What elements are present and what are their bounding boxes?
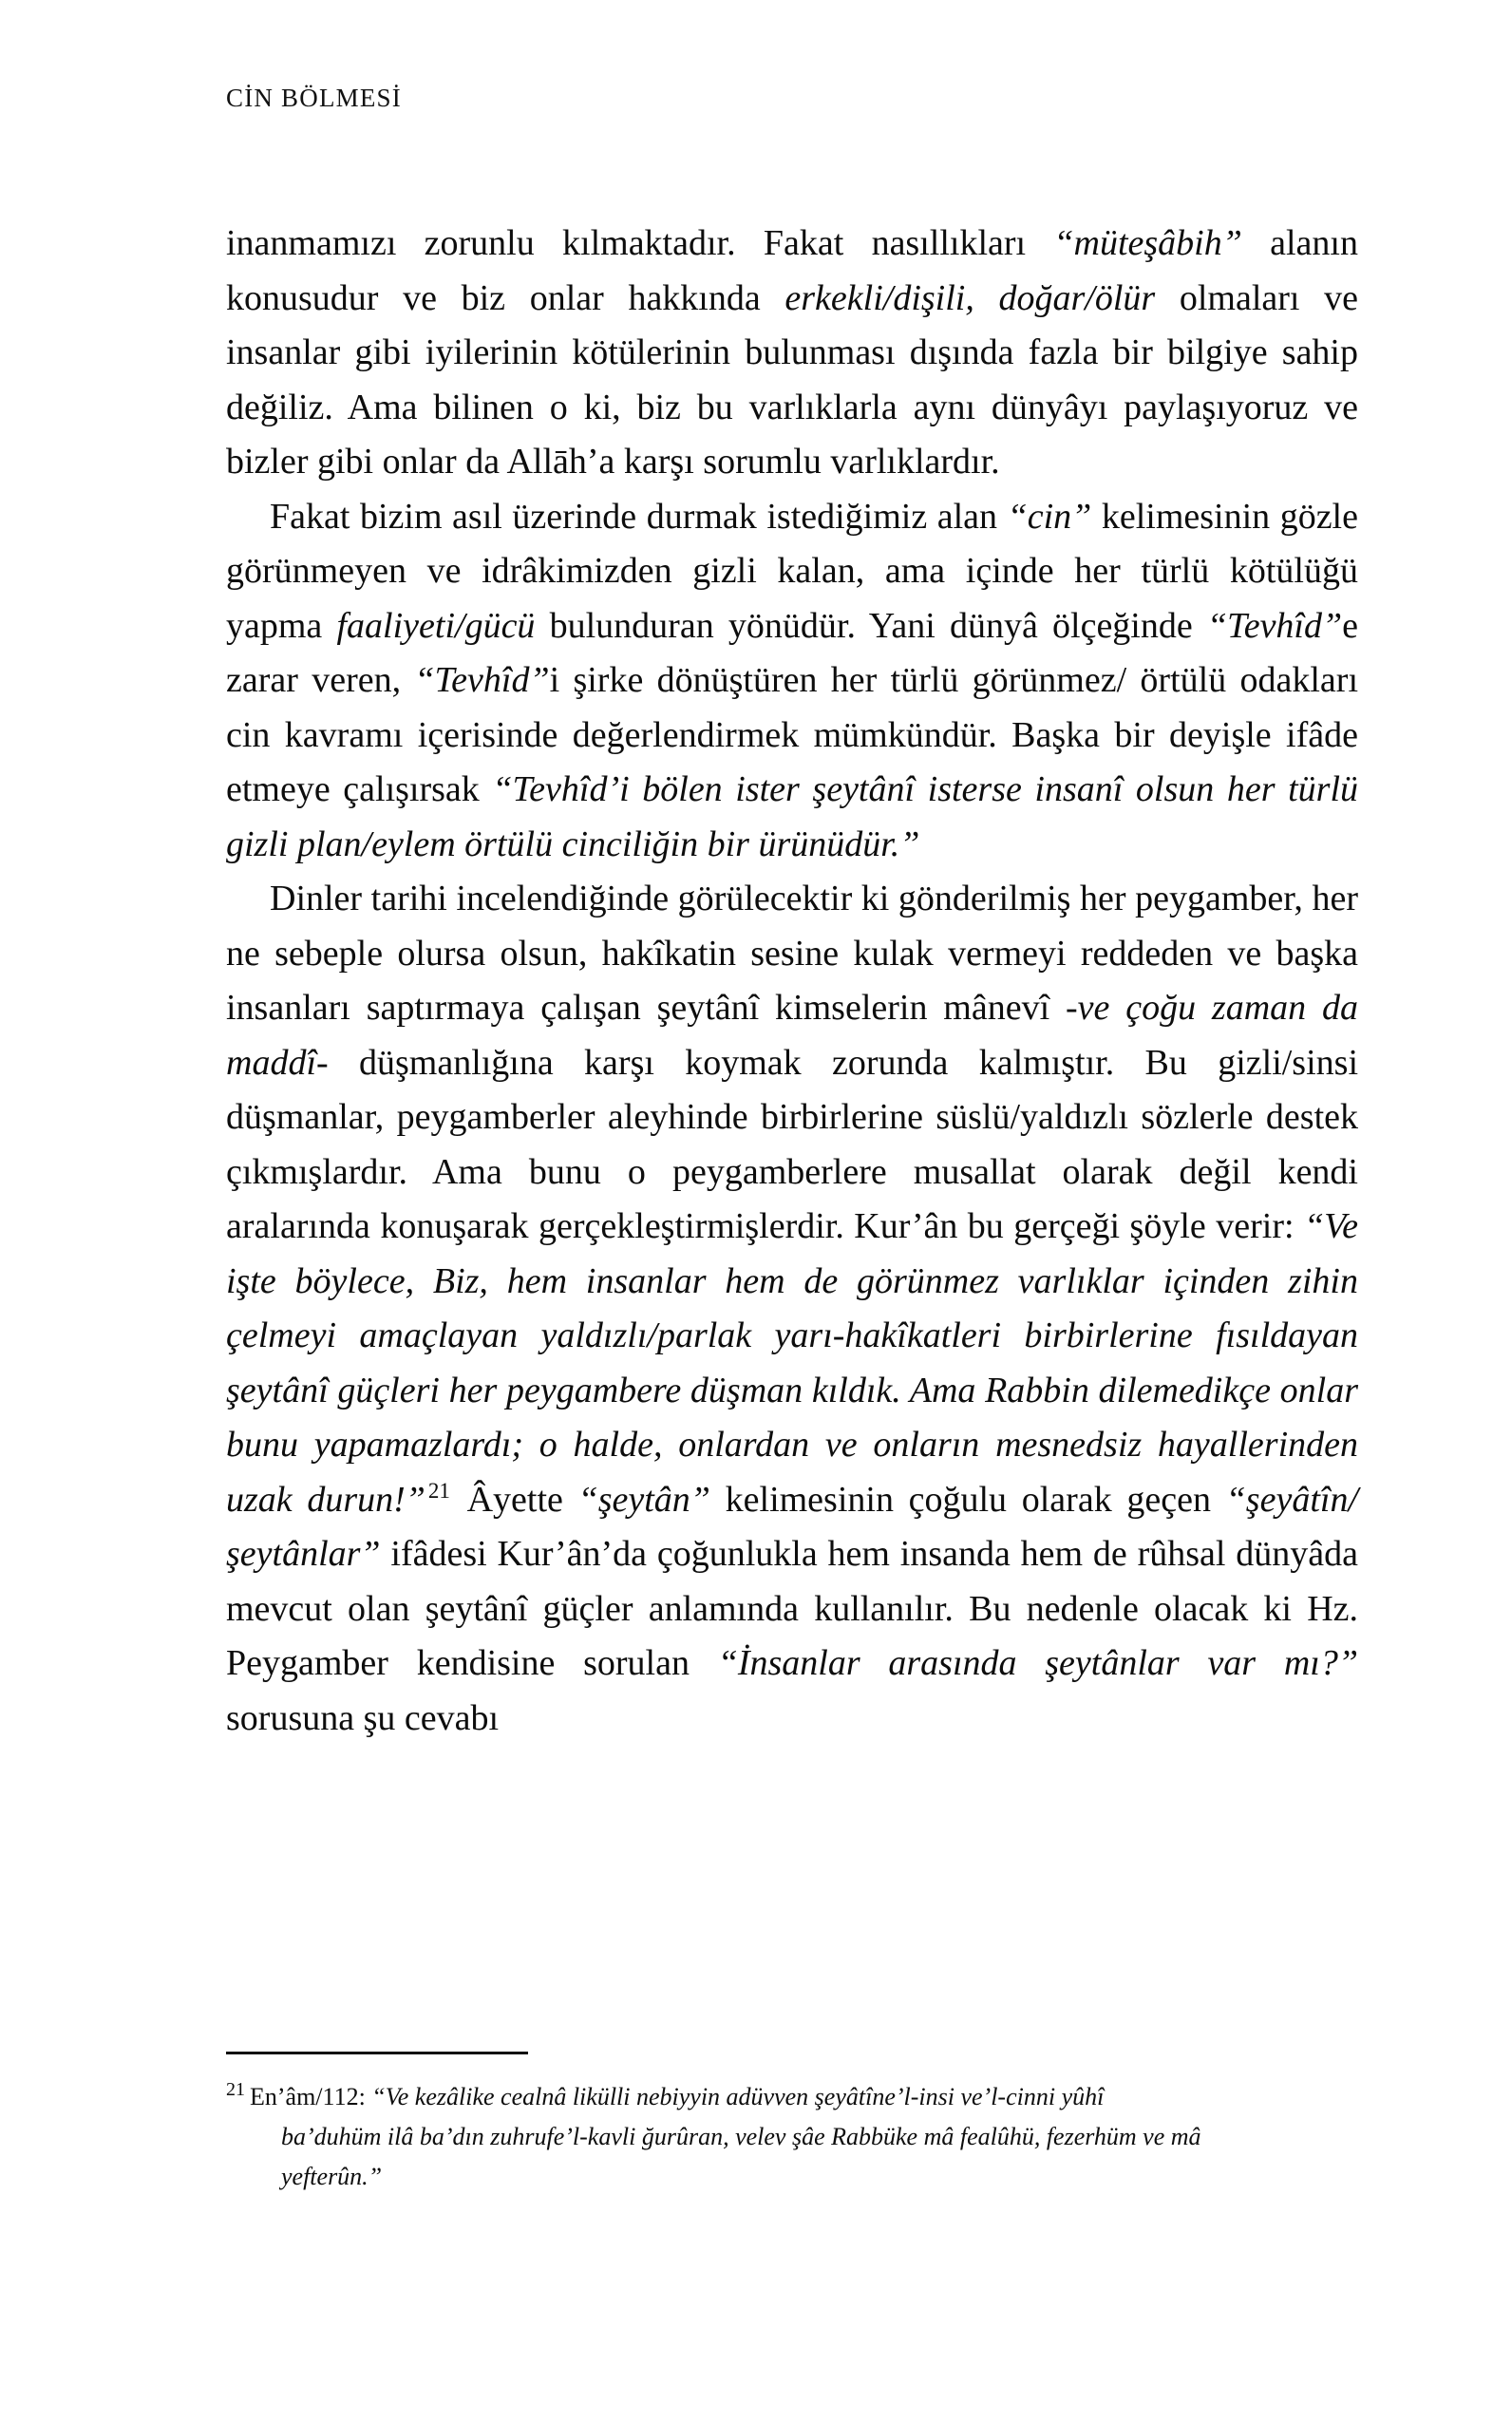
- footnote-quote-line-3: yefterûn.”: [281, 2163, 383, 2190]
- p3-segment-3: Âyette: [451, 1479, 578, 1520]
- footnote-separator-rule: [226, 2052, 528, 2054]
- p3-segment-1: Dinler tarihi incelendiğinde görülecektir ki gönderilmiş her peygamber, her ne sebeple olursa olsun, hakîkatin sesine kulak vermeyi reddeden ve başka insanları saptırmaya çalışan şeytânî kimselerin mânevî: [226, 879, 1358, 1028]
- p2-segment-4: e zarar veren,: [226, 605, 1358, 700]
- p3-italic-seytan: “şeytân”: [577, 1479, 710, 1520]
- p2-segment-3: bulunduran yönüdür. Yani dünyâ ölçeğinde: [535, 605, 1207, 646]
- text-column: [226, 217, 1358, 1746]
- p2-segment-2: kelimesinin gözle görünmeyen ve idrâkimizden gizli kalan, ama içinde her türlü kötülüğü yapma: [226, 496, 1358, 646]
- footnote-source: En’âm/112:: [250, 2083, 372, 2110]
- p2-segment-1: Fakat bizim asıl üzerinde durmak istediğimiz alan: [270, 496, 1008, 537]
- p2-italic-faaliyeti-gucu: faaliyeti/gücü: [336, 605, 536, 646]
- p1-segment-2: alanın konusudur ve biz onlar hakkında: [226, 223, 1358, 318]
- p2-italic-tevhid-2: “Tevhîd”: [414, 660, 550, 700]
- p1-segment-3: olmaları ve insanlar gibi iyilerinin kötülerinin bulunması dışında fazla bir bilgiye sahip değiliz. Ama bilinen o ki, biz bu varlıklarla aynı dünyâyı paylaşıyoruz ve bizler gibi onlar da Allāh’a karşı sorumlu varlıklardır.: [226, 277, 1359, 482]
- footnote-quote-line-1: “Ve kezâlike cealnâ likülli nebiyyin adüvven şeyâtîne’l-insi ve’l-cinni yûhî: [371, 2083, 1105, 2110]
- running-head: [226, 84, 402, 113]
- p3-italic-hadith-question: “İnsanlar arasında şeytânlar var mı?”: [717, 1643, 1358, 1683]
- p3-segment-6: sorusuna şu cevabı: [226, 1697, 500, 1738]
- footnote-number: 21: [226, 2079, 245, 2101]
- footnote-21: [226, 2077, 1358, 2197]
- p1-italic-erkekli-disili: erkekli/dişili, doğar/ölür: [784, 277, 1156, 318]
- paragraph-1: [226, 217, 1358, 490]
- p3-italic-seyatin-seytanlar: “şeyâtîn/şeytânlar”: [226, 1479, 1358, 1574]
- p3-italic-quran-quote: “Ve işte böylece, Biz, hem insanlar hem de görünmez varlıklar içinden zihin çelmeyi amaçlayan yaldızlı/parlak yarı-hakîkatleri birbirlerine fısıldayan şeytânî güçleri her peygambere düşman kıldık. Ama Rabbin dilemedikçe onlar bunu yapamazlardı; o halde, onlardan ve onların mesnedsiz hayallerinden uzak durun!”: [226, 1206, 1358, 1520]
- paragraph-2: [226, 490, 1358, 873]
- p2-italic-tevhid-1: “Tevhîd”: [1206, 605, 1343, 646]
- footnote-quote-line-2: ba’duhüm ilâ ba’dın zuhrufe’l-kavli ğurûran, velev şâe Rabbüke mâ fealûhü, fezerhüm ve mâ: [281, 2123, 1201, 2150]
- p3-italic-maddi: -ve çoğu zaman da maddî-: [226, 988, 1359, 1083]
- footnote-reference-21[interactable]: 21: [427, 1478, 450, 1503]
- p2-italic-quote: “Tevhîd’i bölen ister şeytânî isterse insanî olsun her türlü gizli plan/eylem örtülü cinciliğin bir ürünüdür.”: [226, 769, 1358, 864]
- paragraph-3: [226, 872, 1358, 1746]
- p1-italic-mutesabih: “müteşâbih”: [1053, 223, 1242, 263]
- p2-italic-cin: “cin”: [1007, 496, 1092, 537]
- p3-segment-5: ifâdesi Kur’ân’da çoğunlukla hem insanda hem de rûhsal dünyâda mevcut olan şeytânî güçler anlamında kullanılır. Bu nedenle olacak ki Hz. Peygamber kendisine sorulan: [226, 1534, 1358, 1683]
- p1-segment-1: inanmamızı zorunlu kılmaktadır. Fakat nasıllıkları: [226, 223, 1054, 263]
- p3-segment-4: kelimesinin çoğulu olarak geçen: [709, 1479, 1226, 1520]
- p2-segment-5: i şirke dönüştüren her türlü görünmez/ örtülü odakları cin kavramı içerisinde değerlendirmek mümkündür. Başka bir deyişle ifâde etmeye çalışırsak: [226, 660, 1359, 809]
- p3-segment-2: düşmanlığına karşı koymak zorunda kalmıştır. Bu gizli/sinsi düşmanlar, peygamberler aleyhinde birbirlerine süslü/yaldızlı sözlerle destek çıkmışlardır. Ama bunu o peygamberlere musallat olarak değil kendi aralarında konuşarak gerçekleştirmişlerdir. Kur’ân bu gerçeği şöyle verir:: [226, 1042, 1358, 1246]
- running-head-text: CİN BÖLMESİ: [226, 84, 402, 112]
- footnote-area: [226, 2052, 1358, 2197]
